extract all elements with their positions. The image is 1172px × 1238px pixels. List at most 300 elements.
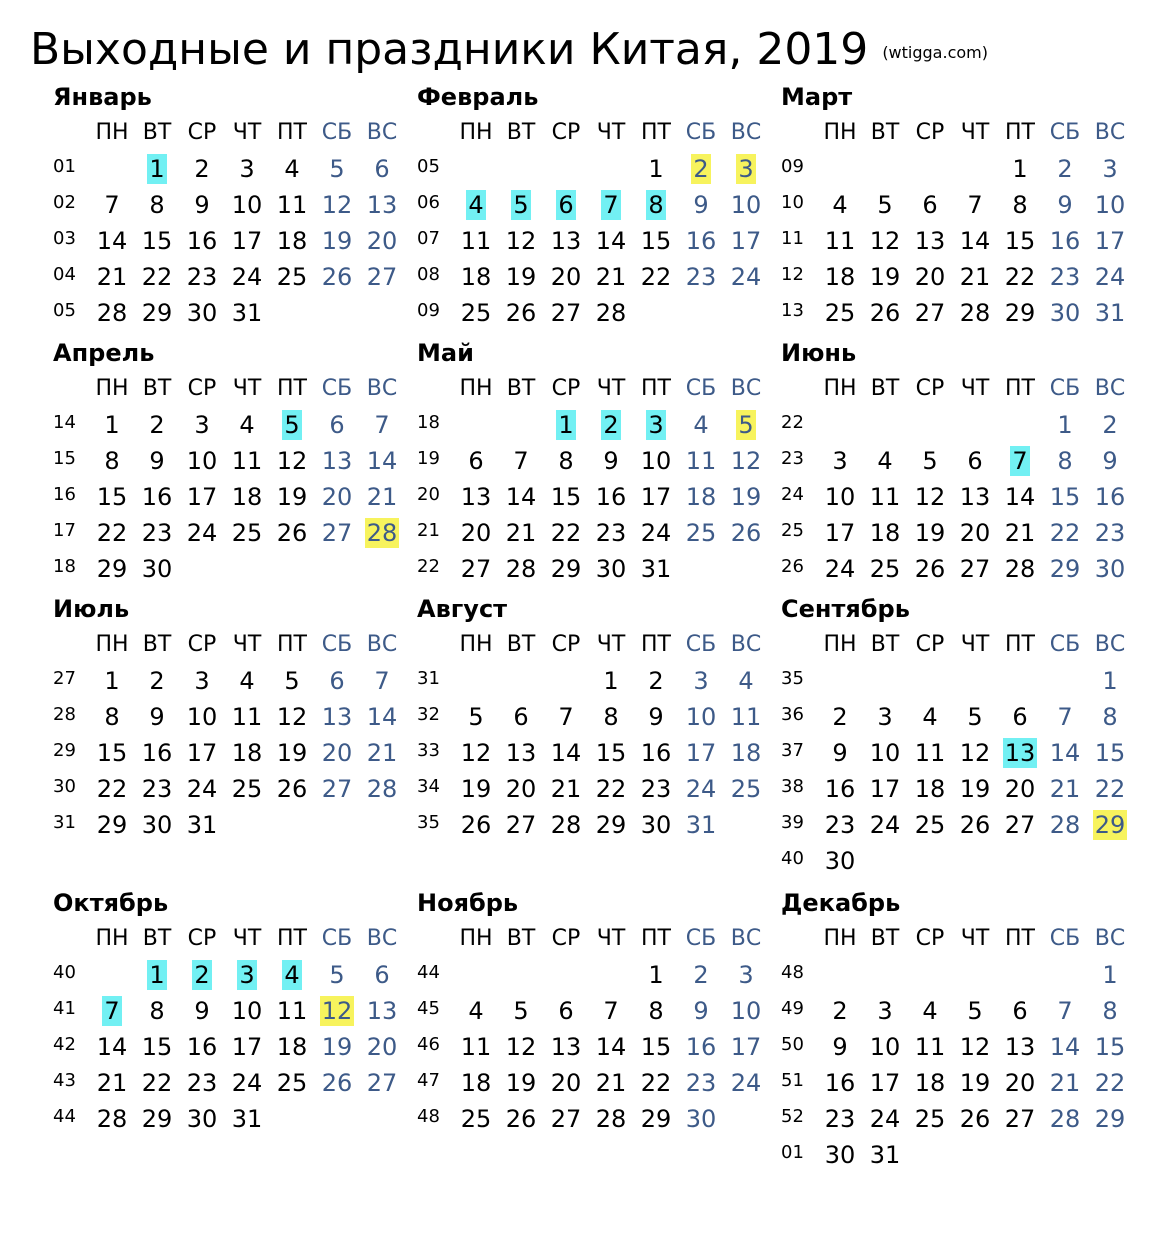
calendar-day bbox=[998, 810, 1042, 840]
day-number: 26 bbox=[959, 1105, 991, 1133]
day-number: 29 bbox=[1004, 299, 1036, 327]
weekday-header: СР bbox=[915, 376, 945, 401]
calendar-day bbox=[360, 410, 404, 440]
day-number: 13 bbox=[505, 739, 537, 767]
day-number: 9 bbox=[693, 997, 709, 1025]
day-number: 1 bbox=[149, 961, 165, 989]
day-number: 6 bbox=[558, 191, 574, 219]
calendar-day bbox=[908, 996, 952, 1026]
calendar-day bbox=[908, 810, 952, 840]
day-number: 22 bbox=[141, 263, 173, 291]
week-number: 15 bbox=[53, 448, 76, 469]
calendar-day bbox=[225, 738, 269, 768]
weekday-header: ВС bbox=[1094, 120, 1126, 145]
weekday-header: ВТ bbox=[142, 632, 172, 657]
day-number: 16 bbox=[824, 1069, 856, 1097]
day-number: 27 bbox=[366, 1069, 398, 1097]
day-number: 18 bbox=[460, 1069, 492, 1097]
calendar-day bbox=[454, 996, 498, 1026]
calendar-day bbox=[908, 1032, 952, 1062]
day-number: 24 bbox=[231, 263, 263, 291]
day-number: 6 bbox=[558, 997, 574, 1025]
calendar-day bbox=[953, 1032, 997, 1062]
day-number: 10 bbox=[186, 447, 218, 475]
day-number: 26 bbox=[321, 263, 353, 291]
calendar-day bbox=[454, 482, 498, 512]
calendar-day bbox=[863, 262, 907, 292]
calendar-day bbox=[953, 1068, 997, 1098]
weekday-header: ВТ bbox=[142, 120, 172, 145]
day-number: 1 bbox=[149, 155, 165, 183]
weekday-header: ПТ bbox=[641, 926, 671, 951]
weekday-header: СБ bbox=[685, 120, 717, 145]
week-number: 51 bbox=[781, 1070, 804, 1091]
calendar-day bbox=[90, 738, 134, 768]
week-number: 11 bbox=[781, 228, 804, 249]
month-7 bbox=[45, 594, 405, 894]
week-number: 22 bbox=[781, 412, 804, 433]
calendar-day bbox=[499, 226, 543, 256]
calendar-day bbox=[315, 518, 359, 548]
day-number: 3 bbox=[194, 667, 210, 695]
day-number: 2 bbox=[693, 155, 709, 183]
day-number: 21 bbox=[595, 1069, 627, 1097]
calendar-day bbox=[180, 702, 224, 732]
day-number: 9 bbox=[832, 739, 848, 767]
calendar-day bbox=[499, 1068, 543, 1098]
calendar-day bbox=[998, 1068, 1042, 1098]
calendar-day bbox=[225, 190, 269, 220]
day-number: 12 bbox=[730, 447, 762, 475]
calendar-day bbox=[818, 702, 862, 732]
calendar-day bbox=[724, 154, 768, 184]
calendar-day bbox=[544, 518, 588, 548]
calendar-day bbox=[90, 190, 134, 220]
day-number: 2 bbox=[1057, 155, 1073, 183]
calendar-day bbox=[908, 190, 952, 220]
calendar-day bbox=[634, 1104, 678, 1134]
weekday-header: ВС bbox=[730, 120, 762, 145]
calendar-day bbox=[315, 446, 359, 476]
weekday-header: ПН bbox=[459, 926, 493, 951]
day-number: 5 bbox=[967, 997, 983, 1025]
weekday-header: ВТ bbox=[506, 632, 536, 657]
weekday-header: СБ bbox=[1049, 376, 1081, 401]
calendar-day bbox=[724, 774, 768, 804]
day-number: 2 bbox=[149, 411, 165, 439]
day-number: 4 bbox=[468, 191, 484, 219]
day-number: 22 bbox=[96, 775, 128, 803]
calendar-day bbox=[270, 262, 314, 292]
calendar-day bbox=[818, 774, 862, 804]
calendar-day bbox=[90, 226, 134, 256]
day-number: 8 bbox=[104, 703, 120, 731]
day-number: 20 bbox=[321, 483, 353, 511]
calendar-day bbox=[818, 810, 862, 840]
day-number: 1 bbox=[648, 961, 664, 989]
calendar-day bbox=[908, 1068, 952, 1098]
day-number: 19 bbox=[276, 483, 308, 511]
day-number: 26 bbox=[321, 1069, 353, 1097]
day-number: 7 bbox=[603, 997, 619, 1025]
calendar-day bbox=[589, 262, 633, 292]
calendar-day bbox=[1043, 298, 1087, 328]
day-number: 12 bbox=[321, 997, 353, 1025]
calendar-day bbox=[90, 1032, 134, 1062]
calendar-day bbox=[270, 1068, 314, 1098]
day-number: 10 bbox=[640, 447, 672, 475]
calendar-day bbox=[360, 518, 404, 548]
calendar-day bbox=[90, 774, 134, 804]
day-number: 8 bbox=[149, 997, 165, 1025]
day-number: 29 bbox=[141, 1105, 173, 1133]
calendar-day bbox=[818, 482, 862, 512]
calendar-day bbox=[908, 262, 952, 292]
weekday-header: ВТ bbox=[506, 376, 536, 401]
day-number: 8 bbox=[1102, 997, 1118, 1025]
day-number: 2 bbox=[194, 961, 210, 989]
calendar-day bbox=[1088, 774, 1132, 804]
week-number: 21 bbox=[417, 520, 440, 541]
calendar-day bbox=[1043, 1104, 1087, 1134]
calendar-day bbox=[135, 1032, 179, 1062]
weekday-header: СР bbox=[187, 120, 217, 145]
calendar-day bbox=[634, 960, 678, 990]
month-3 bbox=[773, 82, 1133, 382]
day-number: 13 bbox=[321, 703, 353, 731]
day-number: 14 bbox=[550, 739, 582, 767]
calendar-day bbox=[180, 810, 224, 840]
day-number: 9 bbox=[832, 1033, 848, 1061]
calendar-day bbox=[360, 482, 404, 512]
day-number: 16 bbox=[186, 1033, 218, 1061]
day-number: 11 bbox=[231, 703, 263, 731]
calendar-day bbox=[544, 774, 588, 804]
calendar-day bbox=[724, 262, 768, 292]
weekday-header: ЧТ bbox=[960, 120, 990, 145]
weekday-header: СР bbox=[551, 120, 581, 145]
month-11 bbox=[409, 888, 769, 1188]
day-number: 31 bbox=[231, 299, 263, 327]
calendar-day bbox=[315, 1032, 359, 1062]
calendar-day bbox=[180, 518, 224, 548]
day-number: 23 bbox=[1094, 519, 1126, 547]
day-number: 15 bbox=[640, 1033, 672, 1061]
calendar-day bbox=[589, 518, 633, 548]
calendar-day bbox=[270, 226, 314, 256]
day-number: 4 bbox=[239, 667, 255, 695]
calendar-day bbox=[225, 154, 269, 184]
calendar-day bbox=[634, 774, 678, 804]
calendar-day bbox=[360, 666, 404, 696]
weekday-header: ВС bbox=[1094, 632, 1126, 657]
calendar-day bbox=[589, 298, 633, 328]
calendar-day bbox=[499, 262, 543, 292]
calendar-day bbox=[135, 446, 179, 476]
day-number: 11 bbox=[685, 447, 717, 475]
day-number: 7 bbox=[374, 411, 390, 439]
day-number: 15 bbox=[141, 1033, 173, 1061]
day-number: 5 bbox=[513, 997, 529, 1025]
month-name: Июнь bbox=[781, 339, 857, 367]
week-number: 28 bbox=[53, 704, 76, 725]
calendar-day bbox=[634, 482, 678, 512]
calendar-day bbox=[315, 666, 359, 696]
day-number: 18 bbox=[231, 483, 263, 511]
day-number: 23 bbox=[186, 263, 218, 291]
day-number: 22 bbox=[550, 519, 582, 547]
calendar-day bbox=[544, 262, 588, 292]
day-number: 13 bbox=[460, 483, 492, 511]
calendar-day bbox=[818, 846, 862, 876]
week-number: 50 bbox=[781, 1034, 804, 1055]
weekday-header: ПН bbox=[459, 120, 493, 145]
weekday-header: ПН bbox=[95, 632, 129, 657]
month-9 bbox=[773, 594, 1133, 894]
week-number: 27 bbox=[53, 668, 76, 689]
day-number: 22 bbox=[141, 1069, 173, 1097]
calendar-day bbox=[499, 482, 543, 512]
calendar-day bbox=[1043, 738, 1087, 768]
weekday-header: ЧТ bbox=[960, 926, 990, 951]
week-number: 44 bbox=[417, 962, 440, 983]
calendar-day bbox=[225, 482, 269, 512]
calendar-day bbox=[90, 446, 134, 476]
calendar-day bbox=[360, 262, 404, 292]
weekday-header: ВС bbox=[730, 376, 762, 401]
weekday-header: СР bbox=[187, 376, 217, 401]
day-number: 28 bbox=[96, 1105, 128, 1133]
day-number: 7 bbox=[1057, 997, 1073, 1025]
day-number: 5 bbox=[468, 703, 484, 731]
day-number: 15 bbox=[640, 227, 672, 255]
calendar-day bbox=[589, 482, 633, 512]
calendar-day bbox=[180, 774, 224, 804]
month-name: Март bbox=[781, 83, 853, 111]
calendar-day bbox=[1088, 446, 1132, 476]
site-credit: (wtigga.com) bbox=[882, 43, 988, 62]
calendar-day bbox=[908, 1104, 952, 1134]
calendar-day bbox=[499, 298, 543, 328]
calendar-day bbox=[679, 666, 723, 696]
weekday-header: ПТ bbox=[277, 926, 307, 951]
calendar-day bbox=[634, 262, 678, 292]
calendar-day bbox=[180, 154, 224, 184]
weekday-header: ПТ bbox=[277, 376, 307, 401]
day-number: 25 bbox=[276, 1069, 308, 1097]
day-number: 12 bbox=[460, 739, 492, 767]
day-number: 4 bbox=[922, 703, 938, 731]
week-number: 24 bbox=[781, 484, 804, 505]
calendar-day bbox=[589, 1032, 633, 1062]
calendar-day bbox=[180, 190, 224, 220]
calendar-day bbox=[998, 1104, 1042, 1134]
day-number: 21 bbox=[96, 263, 128, 291]
calendar-day bbox=[1043, 774, 1087, 804]
calendar-day bbox=[1043, 1032, 1087, 1062]
calendar-day bbox=[1043, 702, 1087, 732]
calendar-day bbox=[679, 482, 723, 512]
calendar-day bbox=[634, 702, 678, 732]
calendar-day bbox=[724, 1032, 768, 1062]
week-number: 25 bbox=[781, 520, 804, 541]
day-number: 7 bbox=[1057, 703, 1073, 731]
calendar-day bbox=[818, 190, 862, 220]
day-number: 16 bbox=[685, 1033, 717, 1061]
calendar-day bbox=[589, 738, 633, 768]
day-number: 14 bbox=[1049, 1033, 1081, 1061]
weekday-header: ЧТ bbox=[596, 120, 626, 145]
calendar-day bbox=[953, 518, 997, 548]
day-number: 10 bbox=[730, 191, 762, 219]
day-number: 20 bbox=[366, 227, 398, 255]
calendar-day bbox=[225, 262, 269, 292]
day-number: 4 bbox=[693, 411, 709, 439]
day-number: 16 bbox=[685, 227, 717, 255]
weekday-header: СБ bbox=[321, 376, 353, 401]
week-number: 26 bbox=[781, 556, 804, 577]
calendar-day bbox=[315, 190, 359, 220]
week-number: 31 bbox=[53, 812, 76, 833]
calendar-day bbox=[724, 226, 768, 256]
weekday-header: ВТ bbox=[142, 926, 172, 951]
week-number: 42 bbox=[53, 1034, 76, 1055]
week-number: 12 bbox=[781, 264, 804, 285]
day-number: 20 bbox=[321, 739, 353, 767]
calendar-day bbox=[499, 446, 543, 476]
day-number: 22 bbox=[1094, 1069, 1126, 1097]
calendar-day bbox=[499, 190, 543, 220]
week-number: 14 bbox=[53, 412, 76, 433]
weekday-header: ПТ bbox=[1005, 632, 1035, 657]
month-name: Декабрь bbox=[781, 889, 901, 917]
week-number: 02 bbox=[53, 192, 76, 213]
day-number: 23 bbox=[1049, 263, 1081, 291]
day-number: 7 bbox=[104, 191, 120, 219]
calendar-day bbox=[998, 702, 1042, 732]
day-number: 19 bbox=[959, 775, 991, 803]
month-name: Февраль bbox=[417, 83, 539, 111]
calendar-day bbox=[863, 702, 907, 732]
day-number: 20 bbox=[505, 775, 537, 803]
day-number: 24 bbox=[869, 811, 901, 839]
day-number: 28 bbox=[96, 299, 128, 327]
calendar-day bbox=[135, 226, 179, 256]
day-number: 14 bbox=[1004, 483, 1036, 511]
day-number: 8 bbox=[1012, 191, 1028, 219]
day-number: 19 bbox=[321, 1033, 353, 1061]
calendar-day bbox=[818, 1032, 862, 1062]
day-number: 9 bbox=[194, 997, 210, 1025]
day-number: 29 bbox=[595, 811, 627, 839]
calendar-day bbox=[818, 1068, 862, 1098]
calendar-day bbox=[953, 774, 997, 804]
calendar-day bbox=[1088, 1104, 1132, 1134]
calendar-day bbox=[679, 810, 723, 840]
calendar-day bbox=[1043, 154, 1087, 184]
day-number: 15 bbox=[1004, 227, 1036, 255]
week-number: 43 bbox=[53, 1070, 76, 1091]
day-number: 15 bbox=[1094, 1033, 1126, 1061]
day-number: 29 bbox=[550, 555, 582, 583]
day-number: 30 bbox=[141, 555, 173, 583]
calendar-day bbox=[634, 996, 678, 1026]
calendar-day bbox=[863, 482, 907, 512]
day-number: 6 bbox=[513, 703, 529, 731]
day-number: 3 bbox=[239, 961, 255, 989]
calendar-day bbox=[589, 1068, 633, 1098]
day-number: 27 bbox=[366, 263, 398, 291]
day-number: 25 bbox=[869, 555, 901, 583]
calendar-day bbox=[863, 554, 907, 584]
day-number: 14 bbox=[96, 1033, 128, 1061]
day-number: 1 bbox=[1102, 667, 1118, 695]
day-number: 29 bbox=[1094, 1105, 1126, 1133]
calendar-day bbox=[135, 810, 179, 840]
day-number: 8 bbox=[648, 997, 664, 1025]
day-number: 12 bbox=[505, 1033, 537, 1061]
weekday-header: ПН bbox=[95, 120, 129, 145]
day-number: 18 bbox=[914, 1069, 946, 1097]
month-10 bbox=[45, 888, 405, 1188]
week-number: 09 bbox=[781, 156, 804, 177]
calendar-day bbox=[225, 518, 269, 548]
day-number: 6 bbox=[967, 447, 983, 475]
calendar-day bbox=[1088, 410, 1132, 440]
day-number: 14 bbox=[505, 483, 537, 511]
day-number: 16 bbox=[141, 483, 173, 511]
weekday-header: ВТ bbox=[506, 926, 536, 951]
calendar-day bbox=[1088, 810, 1132, 840]
calendar-day bbox=[998, 482, 1042, 512]
day-number: 23 bbox=[824, 1105, 856, 1133]
calendar-day bbox=[270, 518, 314, 548]
day-number: 3 bbox=[648, 411, 664, 439]
calendar-day bbox=[225, 1068, 269, 1098]
calendar-day bbox=[908, 738, 952, 768]
calendar-day bbox=[499, 774, 543, 804]
week-number: 49 bbox=[781, 998, 804, 1019]
calendar-day bbox=[315, 738, 359, 768]
week-number: 30 bbox=[53, 776, 76, 797]
day-number: 17 bbox=[1094, 227, 1126, 255]
calendar-day bbox=[135, 996, 179, 1026]
day-number: 25 bbox=[824, 299, 856, 327]
day-number: 17 bbox=[186, 739, 218, 767]
day-number: 14 bbox=[595, 1033, 627, 1061]
day-number: 27 bbox=[1004, 811, 1036, 839]
week-number: 04 bbox=[53, 264, 76, 285]
weekday-header: ЧТ bbox=[232, 926, 262, 951]
week-number: 40 bbox=[781, 848, 804, 869]
calendar-day bbox=[544, 702, 588, 732]
day-number: 11 bbox=[276, 191, 308, 219]
day-number: 14 bbox=[366, 703, 398, 731]
calendar-day bbox=[90, 810, 134, 840]
calendar-day bbox=[454, 190, 498, 220]
day-number: 12 bbox=[321, 191, 353, 219]
day-number: 5 bbox=[284, 667, 300, 695]
calendar-day bbox=[908, 702, 952, 732]
calendar-day bbox=[818, 518, 862, 548]
calendar-day bbox=[454, 298, 498, 328]
day-number: 14 bbox=[959, 227, 991, 255]
calendar-day bbox=[1088, 298, 1132, 328]
calendar-day bbox=[1043, 410, 1087, 440]
calendar-day bbox=[90, 666, 134, 696]
calendar-day bbox=[953, 226, 997, 256]
day-number: 20 bbox=[366, 1033, 398, 1061]
